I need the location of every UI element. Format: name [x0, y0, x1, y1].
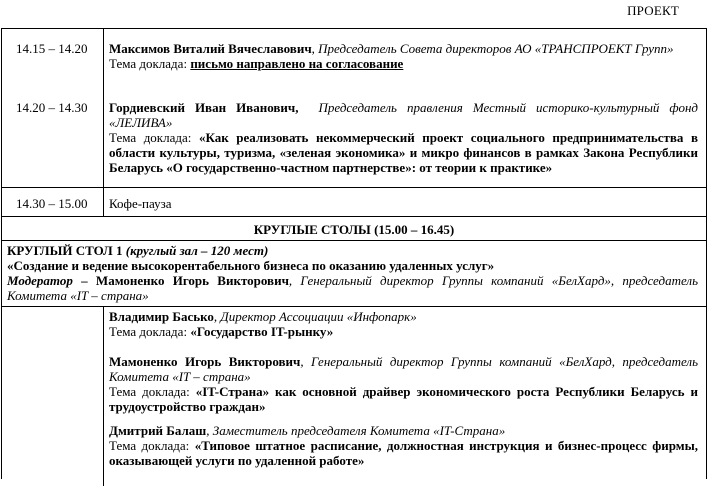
topic-prefix: Тема доклада: — [109, 438, 195, 453]
round-table-title: КРУГЛЫЙ СТОЛ 1 — [7, 243, 123, 258]
topic-text: «Как реализовать некоммерческий проект социального предпринимательства в области культуры, туризма, «зеленая экономика» и микро финансов в рамках Закона Республики Беларусь «О государственно-частном партнерстве»: от теории к практике» — [109, 130, 698, 175]
speaker-name: Максимов Виталий Вячеславович — [109, 41, 312, 56]
round-table-venue: (круглый зал – 120 мест) — [125, 243, 269, 258]
moderator-role: , Генеральный директор Группы компаний «БелХард», председатель Комитета «IT – страна» — [7, 273, 698, 303]
topic-text: письмо направлено на согласование — [190, 56, 404, 71]
speaker-role: , Директор Ассоциации «Инфопарк» — [213, 309, 417, 324]
time-slot: 14.15 – 14.20 — [16, 41, 88, 56]
topic-prefix: Тема доклада: — [109, 130, 199, 145]
topic-prefix: Тема доклада: — [109, 324, 191, 339]
speaker-name: Владимир Басько — [109, 309, 214, 324]
moderator-label: Модератор — [7, 273, 73, 288]
time-slot: 14.20 – 14.30 — [16, 100, 88, 115]
speaker-role: Председатель правления Местный историко-культурный фонд «ЛЕЛИВА» — [109, 100, 698, 130]
agenda-table — [1, 28, 707, 479]
topic-text: «Государство IT-рынку» — [190, 324, 334, 339]
round-tables-heading: КРУГЛЫЕ СТОЛЫ (15.00 – 16.45) — [253, 222, 455, 237]
row-divider — [2, 240, 706, 241]
round-table-1-header — [7, 243, 698, 303]
moderator-dash: – — [72, 273, 96, 288]
moderator-name: Мамоненко Игорь Викторович — [95, 273, 289, 288]
speaker-name: Гордиевский Иван Иванович, — [109, 100, 299, 115]
row-divider — [2, 216, 706, 217]
topic-text: «IT-Страна» как основной драйвер экономического роста Республики Беларусь и трудоустройство граждан» — [109, 384, 698, 414]
speaker-name: Мамоненко Игорь Викторович — [109, 354, 301, 369]
speaker-role: , Генеральный директор Группы компаний «БелХард, председатель Комитета «IT – страна» — [109, 354, 698, 384]
agenda-item — [109, 100, 698, 175]
row-divider — [2, 187, 706, 188]
topic-text: «Типовое штатное расписание, должностная инструкция и бизнес-процесс фирмы, оказывающей услуги по удаленной работе» — [109, 438, 698, 468]
time-slot: 14.30 – 15.00 — [16, 196, 88, 211]
agenda-item: Максимов Виталий Вячеславович, Председатель Совета директоров АО «ТРАНСПРОЕКТ Групп» Тема доклада: письмо направлено на согласование — [109, 41, 674, 71]
topic-prefix: Тема доклада: — [109, 384, 196, 399]
speaker-role: , Заместитель председателя Комитета «IT-Страна» — [206, 423, 506, 438]
coffee-break-label: Кофе-пауза — [109, 196, 172, 211]
row-divider — [2, 306, 706, 307]
column-divider-bottom — [103, 306, 104, 486]
speaker-role: Председатель Совета директоров АО «ТРАНСПРОЕКТ Групп» — [318, 41, 674, 56]
round-table-theme: «Создание и ведение высокорентабельного бизнеса по оказанию удаленных услуг» — [7, 258, 495, 273]
topic-prefix: Тема доклада: — [109, 56, 191, 71]
document-status-label: ПРОЕКТ — [627, 3, 679, 18]
speaker-name: Дмитрий Балаш — [109, 423, 207, 438]
round-table-speakers — [109, 309, 698, 468]
